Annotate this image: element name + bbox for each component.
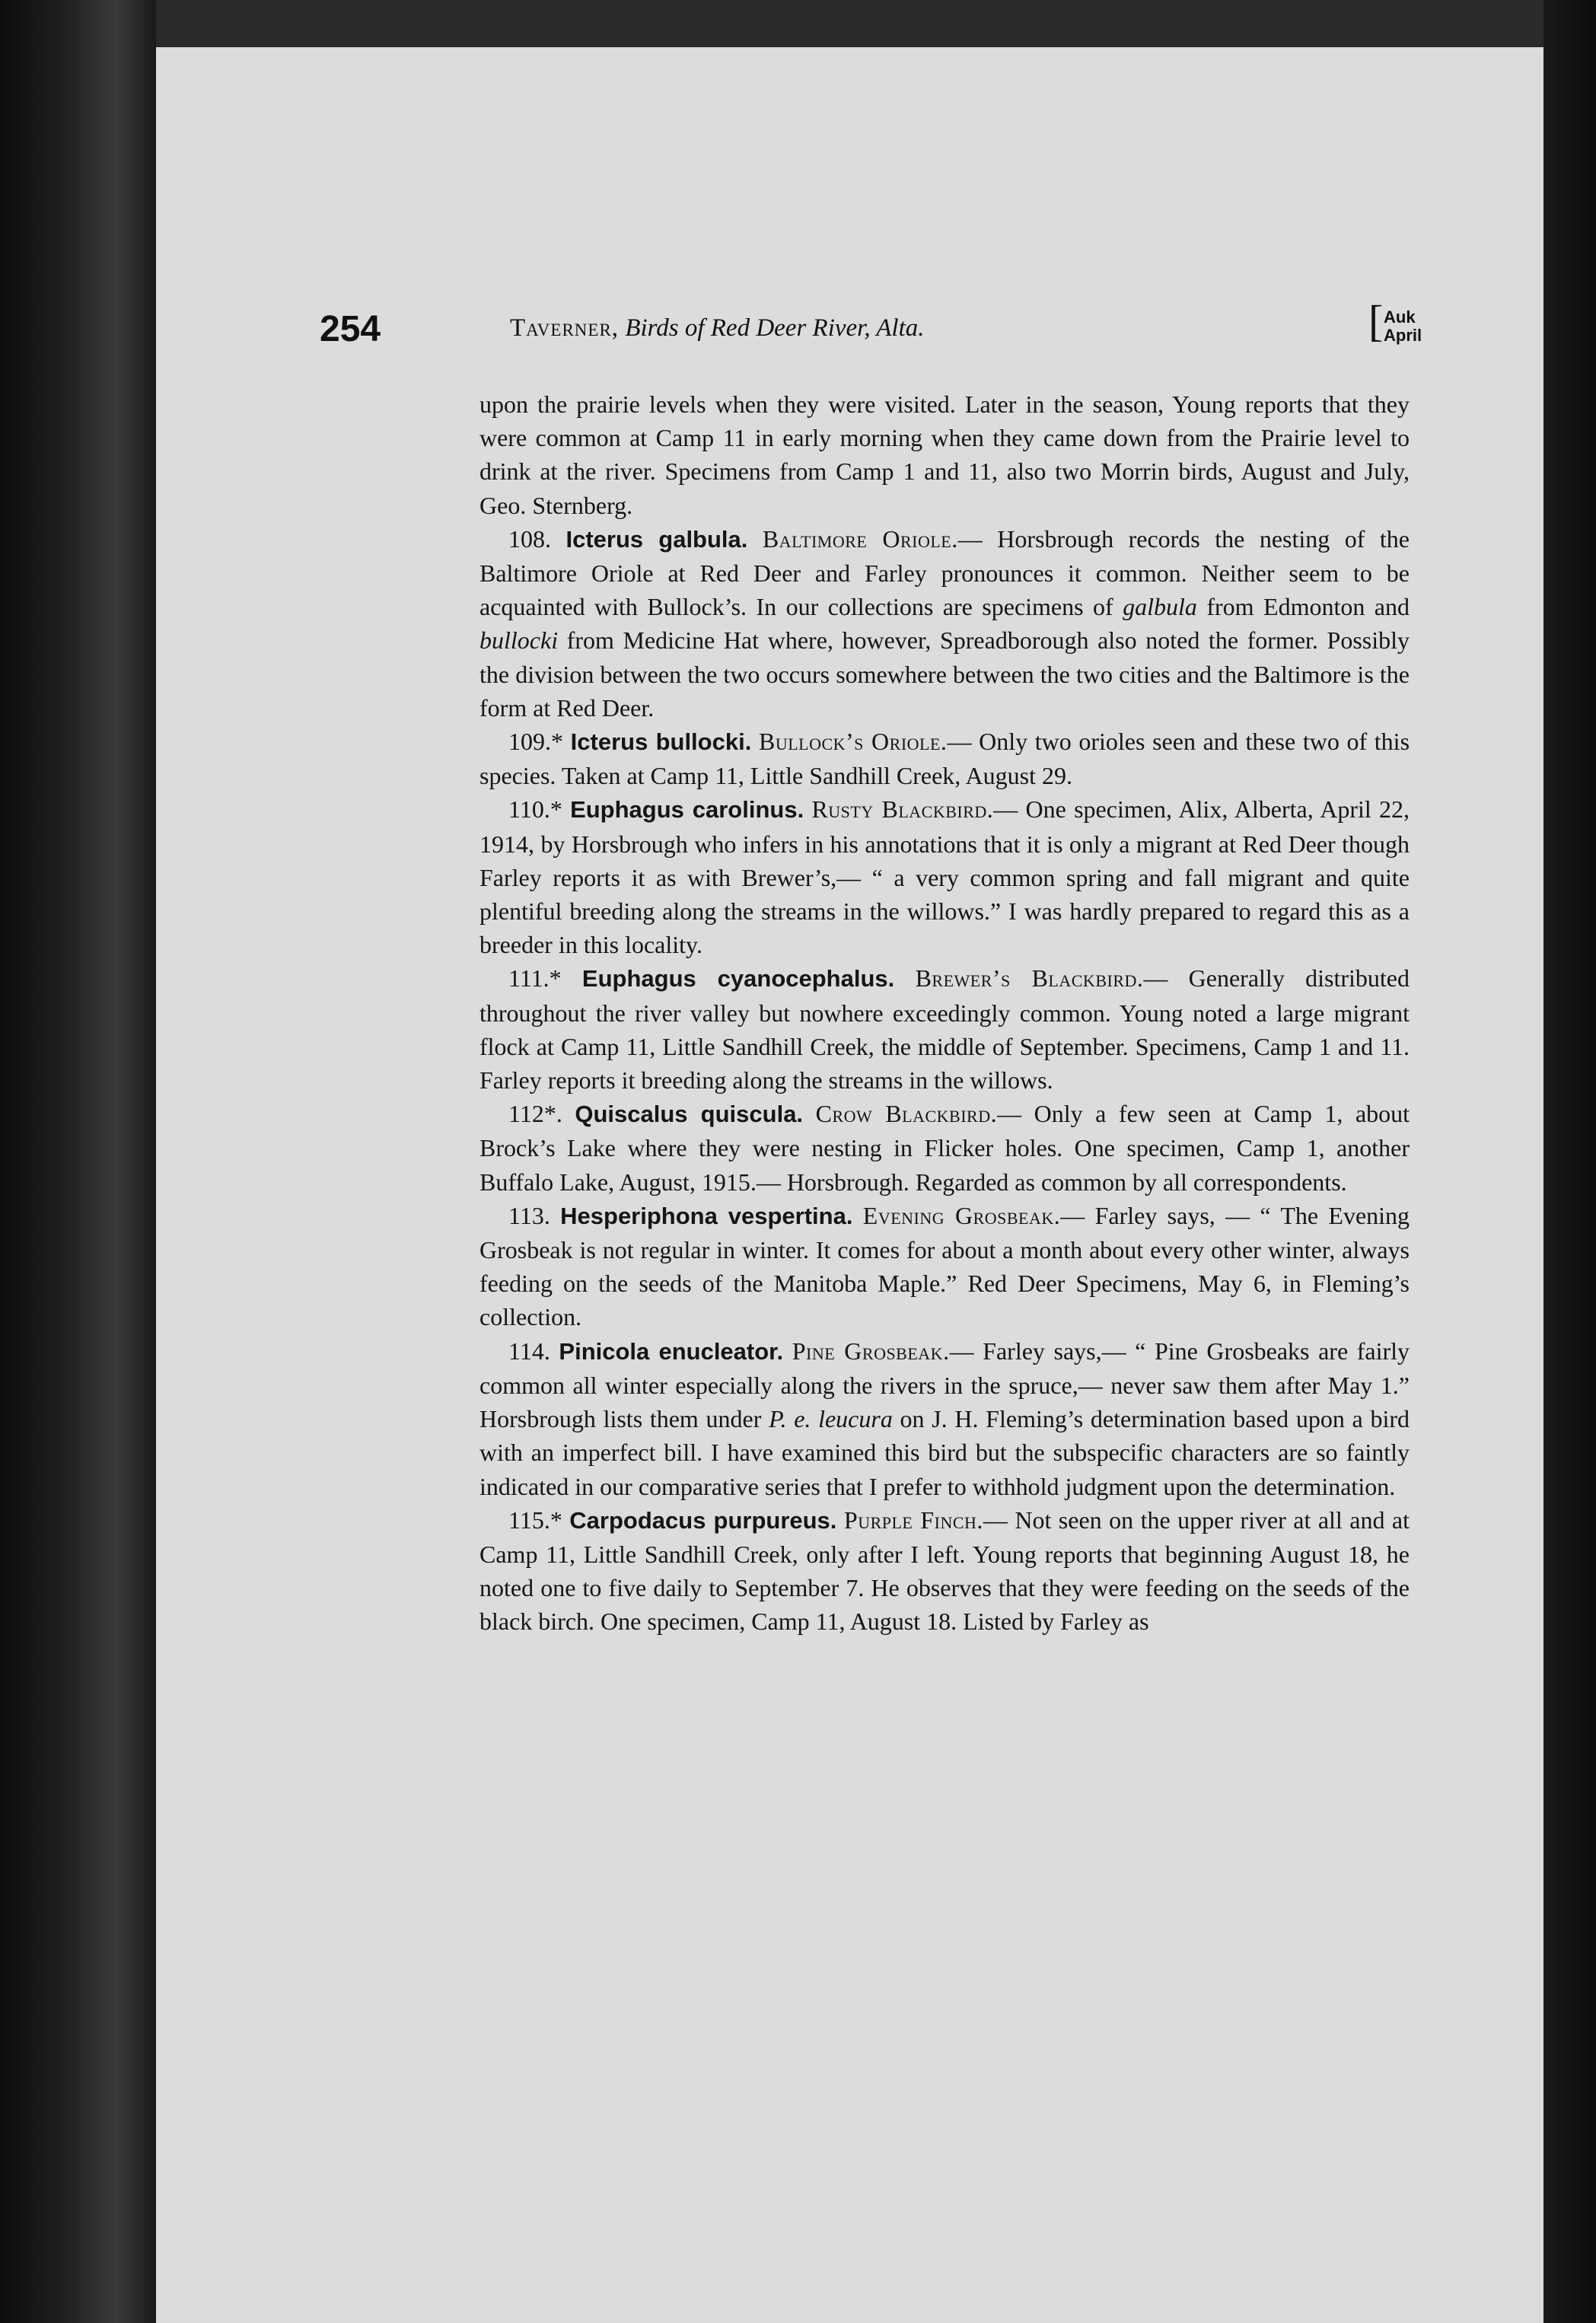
entry-number: 108.	[508, 524, 551, 553]
common-name: Evening Grosbeak.	[862, 1201, 1061, 1229]
common-name: Brewer’s Blackbird.	[915, 964, 1144, 993]
common-name: Purple Finch.	[843, 1506, 983, 1534]
scientific-name: Quiscalus quiscula.	[575, 1101, 804, 1128]
entry-text: from Medicine Hat where, however, Spreadborough also noted the former. Possibly the division between the two occurs somewhere between the two cities and the Baltimore is the form at Red Deer.	[479, 626, 1410, 722]
entry-italic: bullocki	[479, 626, 559, 655]
common-name: Crow Blackbird.	[815, 1100, 998, 1128]
scan-left-margin	[0, 0, 156, 2323]
journal-name: Auk	[1384, 308, 1416, 327]
scientific-name: Carpodacus purpureus.	[569, 1506, 837, 1534]
entry-text: — Only two orioles seen and these two of this species. Taken at Camp 11, Little Sandhill Creek, August 29.	[479, 728, 1410, 790]
entry-text: on J. H. Fleming’s determination based upon a bird with an imperfect bill. I have examined this bird but the subspecific characters are so faintly indicated in our comparative series that I prefer to withhold judgment upon the determination.	[479, 1405, 1410, 1500]
entry-text: — Farley says, — “ The Evening Grosbeak is not regular in winter. It comes for about a month about every other winter, always feeding on the seeds of the Manitoba Maple.” Red Deer Specimens, May 6, in Fleming’s collection.	[479, 1201, 1410, 1331]
issue-month: April	[1384, 326, 1422, 345]
running-header	[320, 255, 1461, 349]
entry-text: — Farley says,— “ Pine Grosbeaks are fairly common all winter especially along the rivers in the spruce,— never saw them after May 1.” Horsbrough lists them under	[479, 1337, 1410, 1433]
common-name: Baltimore Oriole.	[762, 524, 958, 553]
scientific-name: Euphagus carolinus.	[570, 796, 804, 824]
running-title	[510, 314, 925, 343]
entry-text: — Not seen on the upper river at all and at Camp 11, Little Sandhill Creek, only after I left. Young reports that beginning August 18, he noted one to five daily to September 7. He observes that they were feeding on the seeds of the black birch. One specimen, Camp 11, August 18. Listed by Farley as	[479, 1506, 1410, 1636]
paragraph-intro: upon the prairie levels when they were visited. Later in the season, Young reports that they were common at Camp 11 in early morning when they came down from the Prairie level to drink at the river. Specimens from Camp 1 and 11, also two Morrin birds, August and July, Geo. Sternberg.	[479, 390, 1410, 519]
article-body	[479, 387, 1410, 1639]
scientific-name: Euphagus cyanocephalus.	[581, 965, 895, 993]
species-entry-114	[479, 1334, 1410, 1503]
species-entry-109	[479, 725, 1410, 792]
scientific-name: Hesperiphona vespertina.	[560, 1202, 853, 1229]
entry-number: 114.	[508, 1337, 550, 1365]
entry-text: — One specimen, Alix, Alberta, April 22, 1914, by Horsbrough who infers in his annotations that it is only a migrant at Red Deer though Farley reports it as with Brewer’s,— “ a very common spring and fall migrant and quite plentiful breeding along the streams in the willows.” I was hardly prepared to regard this as a breeder in this locality.	[479, 795, 1410, 959]
page-number: 254	[320, 309, 381, 349]
species-entry-108	[479, 522, 1410, 725]
species-entry-110	[479, 792, 1410, 961]
scientific-name: Icterus bullocki.	[570, 728, 752, 756]
species-entry-113	[479, 1199, 1410, 1334]
entry-number: 115.*	[508, 1506, 562, 1534]
common-name: Bullock’s Oriole.	[758, 728, 948, 756]
entry-number: 109.*	[508, 728, 563, 756]
header-title: Birds of Red Deer River, Alta.	[625, 314, 925, 342]
entry-number: 110.*	[508, 795, 562, 824]
common-name: Rusty Blackbird.	[811, 795, 994, 824]
entry-text: — Horsbrough records the nesting of the Baltimore Oriole at Red Deer and Farley pronounces it common. Neither seem to be acquainted with Bullock’s. In our collections are specimens of	[479, 524, 1410, 621]
entry-italic: galbula	[1123, 593, 1197, 621]
common-name: Pine Grosbeak.	[792, 1337, 950, 1365]
species-entry-115	[479, 1503, 1410, 1639]
entry-number: 113.	[508, 1201, 550, 1229]
scientific-name: Icterus galbula.	[565, 525, 748, 553]
entry-text: — Only a few seen at Camp 1, about Brock’s Lake where they were nesting in Flicker holes. One specimen, Camp 1, another Buffalo Lake, August, 1915.— Horsbrough. Regarded as common by all correspondents.	[479, 1100, 1410, 1196]
journal-issue	[1384, 308, 1422, 345]
entry-text: from Edmonton and	[1196, 593, 1410, 621]
scan-right-margin	[1543, 0, 1596, 2323]
entry-number: 112*.	[508, 1100, 562, 1128]
entry-text: — Generally distributed throughout the river valley but nowhere exceedingly common. Young noted a large migrant flock at Camp 11, Little Sandhill Creek, the middle of September. Specimens, Camp 1 and 11. Farley reports it breeding along the streams in the willows.	[479, 964, 1410, 1095]
volume-bracket: [	[1368, 296, 1384, 346]
header-author: Taverner,	[510, 314, 620, 342]
entry-number: 111.*	[508, 964, 562, 993]
species-entry-112	[479, 1097, 1410, 1199]
entry-italic: P. e. leucura	[769, 1405, 893, 1433]
species-entry-111	[479, 961, 1410, 1097]
scientific-name: Pinicola enucleator.	[559, 1337, 784, 1365]
